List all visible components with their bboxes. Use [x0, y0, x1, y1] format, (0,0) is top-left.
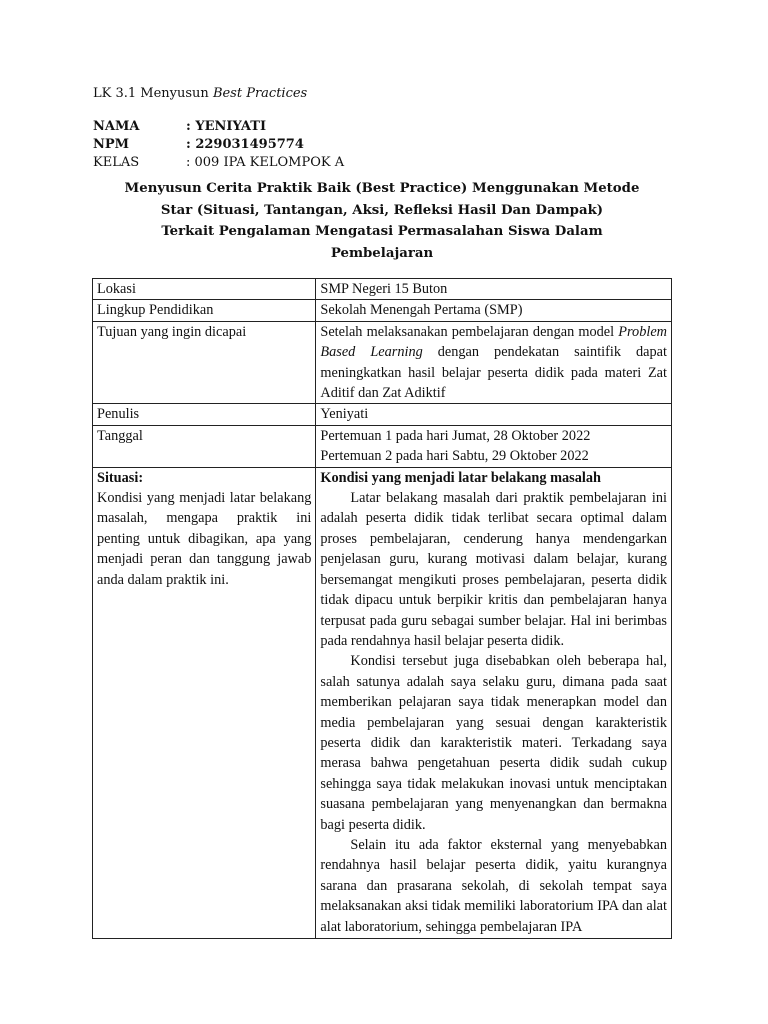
row-value [316, 321, 672, 404]
identity-value: : 009 IPA KELOMPOK A [186, 155, 345, 170]
title-line: Terkait Pengalaman Mengatasi Permasalahan Siswa Dalam [161, 224, 603, 239]
row-label: Lingkup Pendidikan [93, 300, 316, 321]
situasi-label: Situasi: [97, 469, 144, 486]
table-row-tujuan [93, 321, 672, 404]
row-value [316, 425, 672, 467]
title-line: Menyusun Cerita Praktik Baik (Best Practice) Menggunakan Metode [124, 181, 640, 196]
tujuan-text-post: dengan pendekatan saintifik dapat meningkatkan hasil belajar peserta didik pada materi Zat Aditif dan Zat Adiktif [320, 344, 667, 402]
tanggal-line: Pertemuan 2 pada hari Sabtu, 29 Oktober 2022 [320, 448, 589, 465]
identity-row-nama [93, 118, 344, 136]
tujuan-model-name: Problem Based Learning [320, 323, 667, 361]
table-row-tanggal [93, 425, 672, 467]
identity-value: : YENIYATI [186, 119, 267, 134]
table-row-penulis [93, 404, 672, 425]
identity-key: NPM [93, 137, 130, 152]
row-value: SMP Negeri 15 Buton [316, 279, 672, 300]
situasi-description: Kondisi yang menjadi latar belakang masalah, mengapa praktik ini penting untuk dibagikan, apa yang menjadi peran dan tanggung jawab anda dalam praktik ini. [97, 490, 312, 588]
paragraph: Latar belakang masalah dari praktik pembelajaran ini adalah peserta didik tidak terlibat secara optimal dalam proses pembelajaran, cenderung hanya mendengarkan penjelasan guru, kurang motivasi dalam belajar, kurang bersemangat mengikuti proses pembelajaran, peserta didik tidak dipacu untuk berpikir kritis dan pembelajaran hanya terpusat pada guru sebagai sumber belajar. Hal ini berimbas pada rendahnya hasil belajar peserta didik. [320, 490, 667, 649]
paragraph: Selain itu ada faktor eksternal yang menyebabkan rendahnya hasil belajar peserta didik, yaitu kurangnya sarana dan prasarana sekolah, di sekolah tempat saya melaksanakan aksi tidak memiliki laboratorium IPA dan alat alat laboratorium, sehingga pembelajaran IPA [320, 836, 667, 935]
row-label: Lokasi [93, 279, 316, 300]
row-value: Sekolah Menengah Pertama (SMP) [316, 300, 672, 321]
identity-value: : 229031495774 [186, 137, 304, 152]
table-row-lingkup [93, 300, 672, 321]
table-row-lokasi [93, 279, 672, 300]
identity-row-npm [93, 136, 344, 154]
title-line: Pembelajaran [330, 245, 434, 261]
document-heading [93, 86, 307, 101]
identity-block [93, 118, 344, 172]
row-label: Tujuan yang ingin dicapai [93, 321, 316, 404]
heading-prefix: LK 3.1 Menyusun [93, 86, 213, 101]
best-practice-table [92, 278, 672, 939]
row-label: Tanggal [93, 425, 316, 467]
identity-key: KELAS [93, 155, 140, 170]
title-line: Star (Situasi, Tantangan, Aksi, Refleksi Hasil Dan Dampak) [160, 202, 604, 218]
table-row-situasi [93, 467, 672, 938]
row-label: Penulis [93, 404, 316, 425]
paragraph: Kondisi tersebut juga disebabkan oleh beberapa hal, salah satunya adalah saya selaku guru, dimana pada saat memberikan pelajaran saya tidak menerapkan model dan media pembelajaran yang sesuai dengan karakteristik peserta didik dan karakteristik materi. Terkadang saya merasa bahwa pengetahuan peserta didik sudah cukup sehingga saya tidak melakukan inovasi untuk menciptakan suasana pembelajaran yang menyenangkan dan bermakna bagi peserta didik. [320, 653, 667, 833]
identity-key: NAMA [93, 119, 140, 134]
identity-row-kelas [93, 154, 344, 172]
heading-italic: Best Practices [212, 86, 308, 101]
row-value: Yeniyati [316, 404, 672, 425]
situasi-cell [93, 467, 316, 938]
tanggal-line: Pertemuan 1 pada hari Jumat, 28 Oktober 2022 [320, 427, 591, 444]
kondisi-heading: Kondisi yang menjadi latar belakang masalah [320, 469, 601, 486]
situasi-content [316, 467, 672, 938]
tujuan-text-pre: Setelah melaksanakan pembelajaran dengan model [320, 323, 619, 340]
document-title [93, 178, 671, 264]
